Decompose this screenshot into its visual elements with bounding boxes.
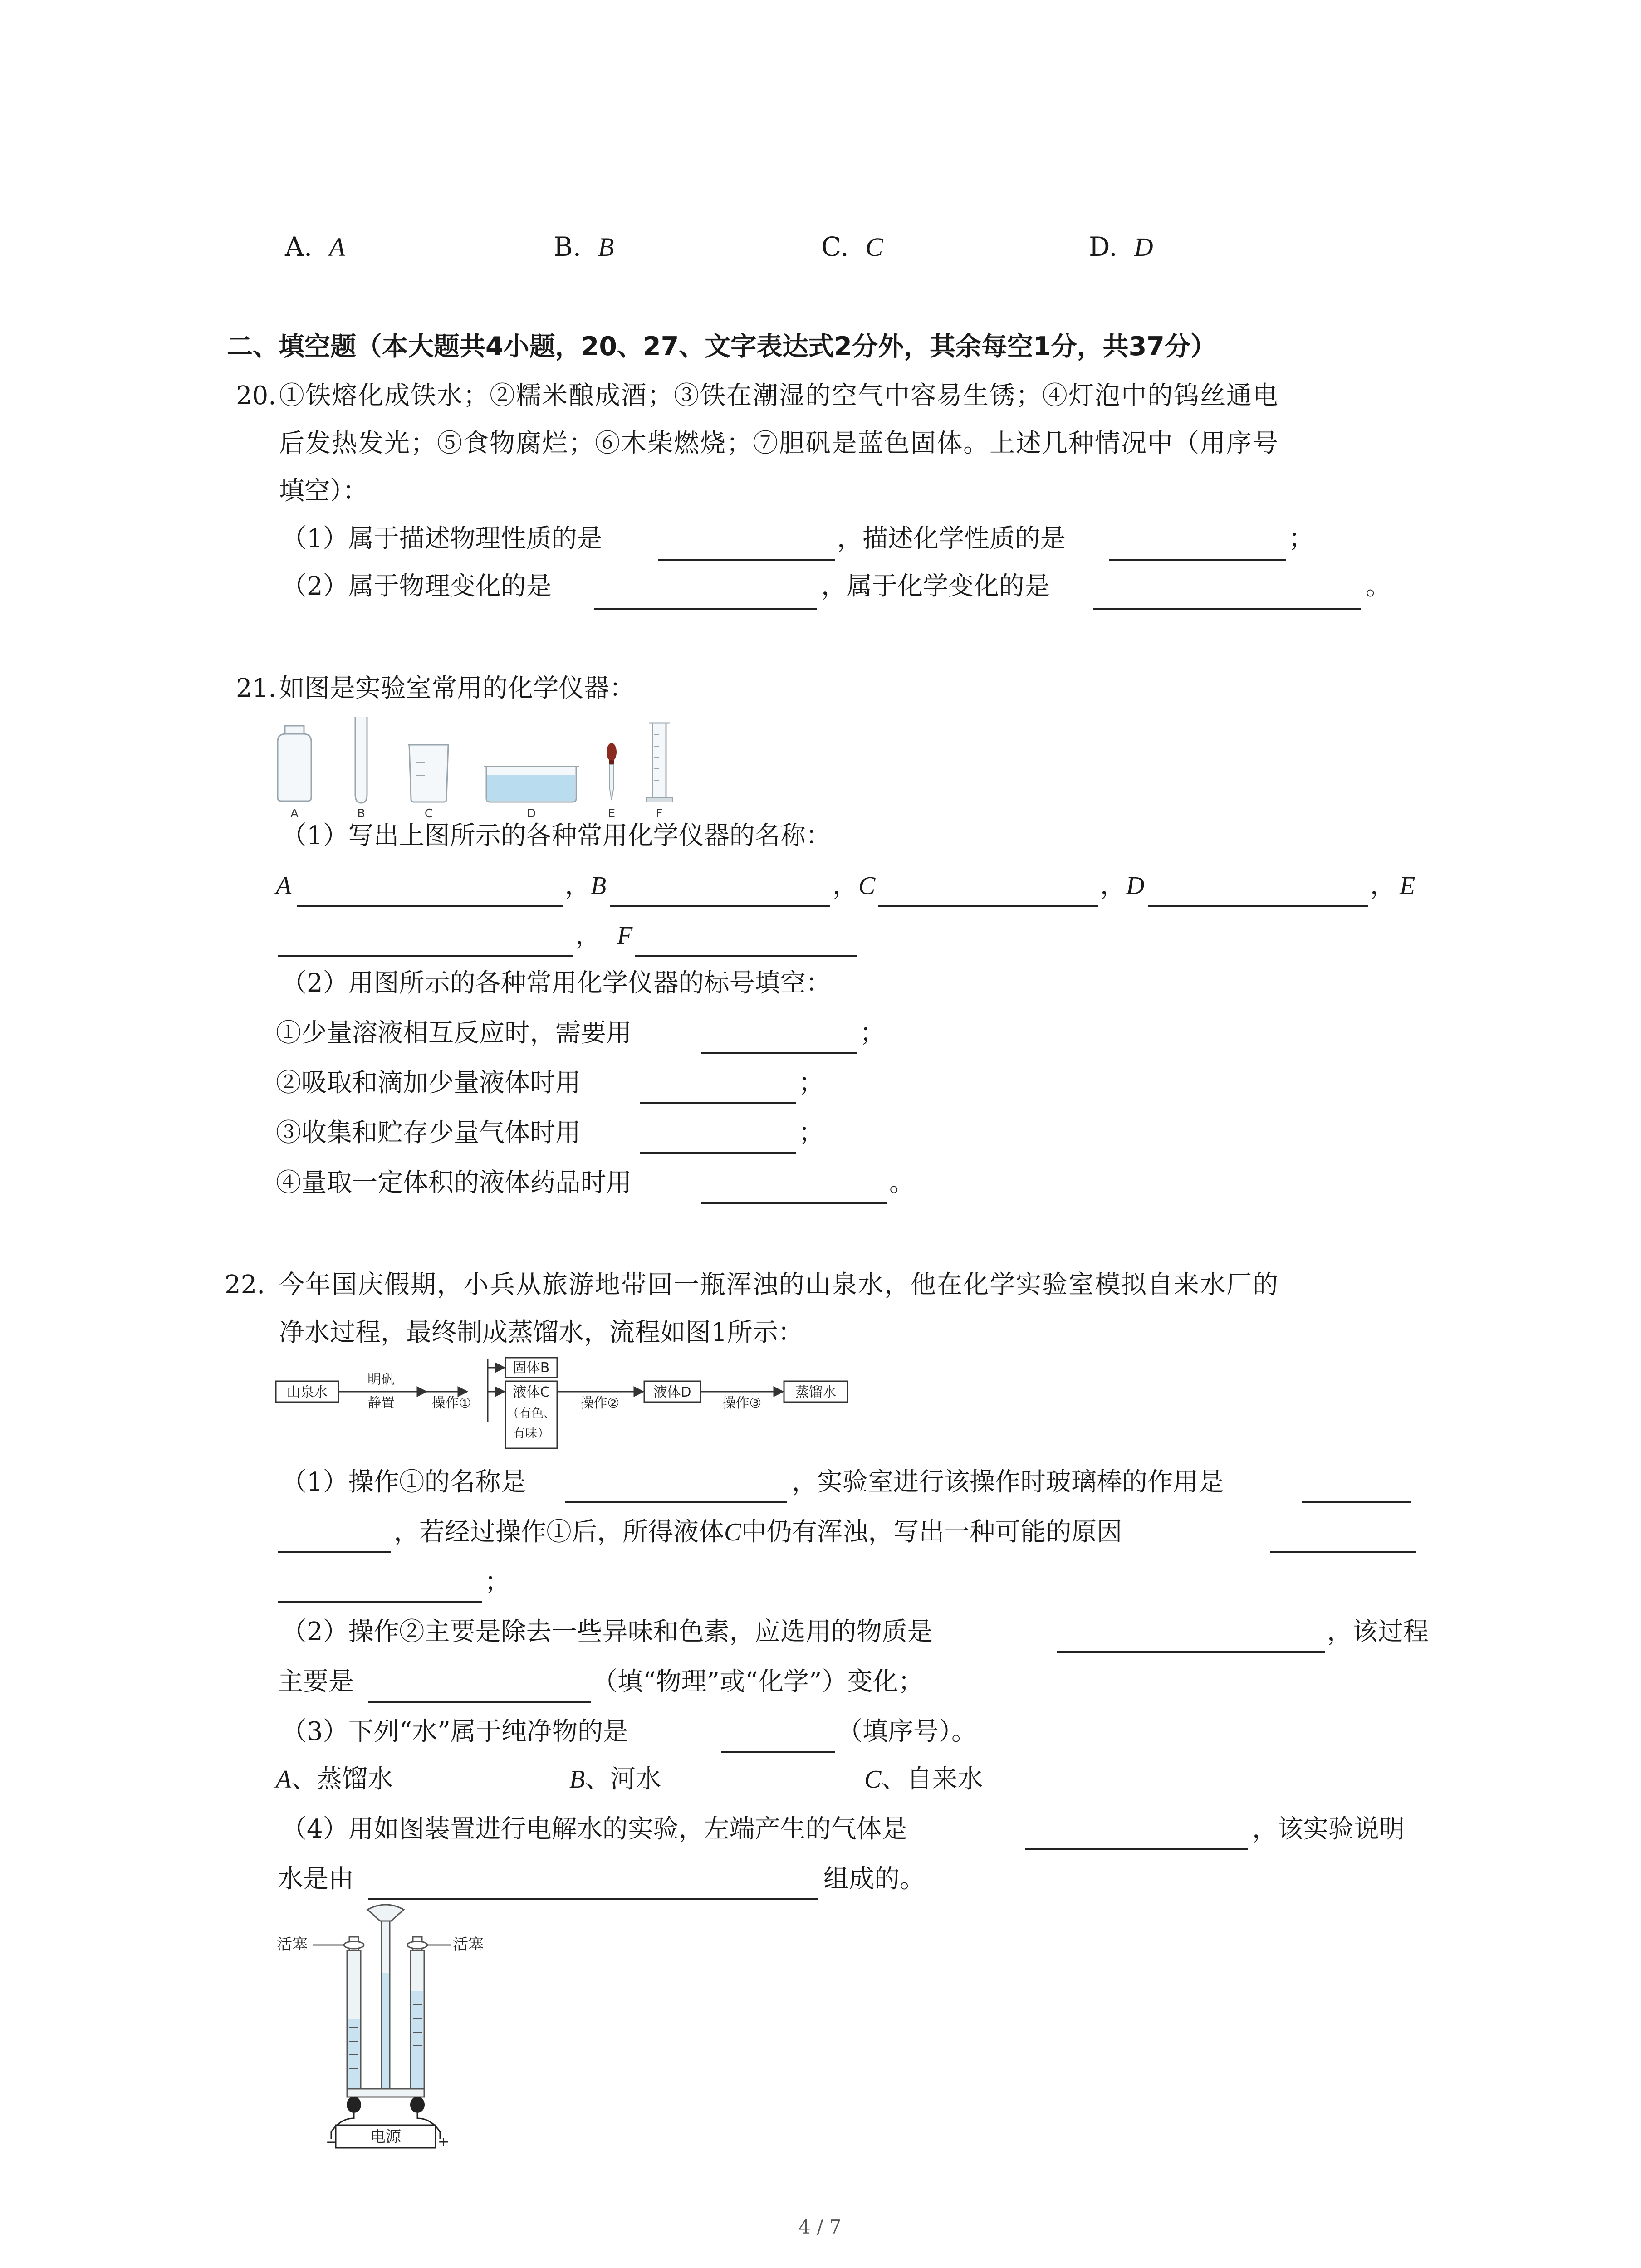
- apparatus-f-cylinder: [646, 723, 672, 802]
- apparatus-d-trough: [484, 767, 579, 802]
- q22-part3-end: （填序号）。: [837, 1717, 977, 1746]
- q22-part4-text: （4）用如图装置进行电解水的实验，左端产生的气体是: [281, 1814, 907, 1844]
- q22-option-a-text: 、蒸馏水: [291, 1765, 393, 1794]
- apparatus-label-f: F: [656, 807, 663, 821]
- q20-part2-text2: ，属于化学变化的是: [821, 572, 1050, 601]
- q21-name-letter-b: B: [591, 872, 607, 900]
- q21-item3-end: ；: [798, 1118, 824, 1148]
- q22-option-c-letter: C: [864, 1765, 882, 1794]
- q20-part1-text: （1）属于描述物理性质的是: [281, 524, 603, 553]
- q22-part1-text3b: 中仍有浑浊，写出一种可能的原因: [741, 1517, 1122, 1547]
- electrolysis-apparatus: [272, 1896, 508, 2150]
- q22-blank-change-type[interactable]: [368, 1701, 591, 1703]
- choice-c-value: C: [865, 232, 883, 262]
- q21-name-letter-c: C: [858, 872, 876, 900]
- section-title: 二、填空题（本大题共4小题，20、27、文字表达式2分外，其余每空1分，共37分）: [227, 332, 1216, 362]
- q22-option-a: [276, 1767, 393, 1792]
- choice-d-label: D.: [1089, 231, 1117, 262]
- power-label: 电源: [370, 2128, 401, 2146]
- apparatus-label-e: E: [607, 807, 616, 821]
- q21-blank-name-c[interactable]: [878, 905, 1098, 907]
- q21-sep-2: ，: [833, 871, 858, 900]
- q21-sep-3: ，: [1100, 871, 1126, 900]
- q21-name-letter-e: E: [1400, 872, 1416, 900]
- flow-end-text: 蒸馏水: [795, 1384, 836, 1400]
- flow-solid-text: 固体B: [513, 1360, 550, 1376]
- q22-line1: 今年国庆假期，小兵从旅游地带回一瓶浑浊的山泉水，他在化学实验室模拟自来水厂的: [279, 1270, 1279, 1300]
- q22-part2-text3: 主要是: [278, 1667, 354, 1696]
- q21-name-letter-f: F: [617, 922, 633, 950]
- q22-part1-var-c: C: [724, 1518, 741, 1546]
- apparatus-b-test-tube: [355, 717, 367, 803]
- q22-blank-adsorbent[interactable]: [1057, 1651, 1325, 1653]
- q21-item2: ②吸取和滴加少量液体时用: [276, 1068, 581, 1098]
- flow-liquid-c-note1: （有色、: [507, 1407, 556, 1421]
- q21-number: 21.: [236, 674, 277, 703]
- apparatus-a-jar: [278, 726, 311, 801]
- q20-line2: 后发热发光；⑤食物腐烂；⑥木柴燃烧；⑦胆矾是蓝色固体。上述几种情况中（用序号: [279, 429, 1279, 458]
- q21-part2: （2）用图所示的各种常用化学仪器的标号填空：: [281, 968, 831, 998]
- choice-d-value: D: [1134, 232, 1153, 262]
- q22-part1-text2: ，实验室进行该操作时玻璃棒的作用是: [792, 1467, 1224, 1497]
- q20-part2-text: （2）属于物理变化的是: [281, 572, 552, 601]
- q22-part2-text4: （填“物理”或“化学”）变化；: [592, 1667, 924, 1696]
- q22-line2: 净水过程，最终制成蒸馏水，流程如图1所示：: [279, 1318, 803, 1347]
- q21-blank-name-b[interactable]: [610, 905, 830, 907]
- q21-item4: ④量取一定体积的液体药品时用: [276, 1168, 632, 1198]
- apparatus-label-c: C: [424, 807, 433, 821]
- q22-option-b-letter: B: [569, 1765, 585, 1794]
- q20-number: 20.: [236, 381, 277, 411]
- q21-blank-name-d[interactable]: [1148, 905, 1368, 907]
- flow-step0-top: 明矾: [367, 1372, 395, 1388]
- q21-item1-end: ；: [860, 1018, 885, 1048]
- q22-blank-turbid-reason[interactable]: [1270, 1551, 1416, 1553]
- choice-c-label: C.: [821, 231, 849, 262]
- apparatus-figure: [272, 717, 708, 821]
- q22-blank-op1-name[interactable]: [565, 1501, 787, 1503]
- choice-a-label: A.: [285, 231, 313, 262]
- power-plus: +: [438, 2134, 450, 2150]
- q21-intro: 如图是实验室常用的化学仪器：: [279, 674, 635, 703]
- flow-step0-bottom: 静置: [367, 1395, 395, 1411]
- apparatus-c-beaker: [408, 745, 448, 802]
- q22-option-b-text: 、河水: [585, 1765, 661, 1794]
- flow-start-text: 山泉水: [287, 1384, 328, 1400]
- q22-blank-glass-rod-role[interactable]: [1302, 1501, 1411, 1503]
- choice-b-label: B.: [554, 231, 582, 262]
- q21-blank-item3[interactable]: [640, 1152, 796, 1154]
- q22-blank-pure-water[interactable]: [721, 1751, 835, 1753]
- choice-a-value: A: [329, 232, 345, 262]
- flow-liquid-c-note2: 有味）: [513, 1427, 550, 1441]
- q20-blank-chemical-change[interactable]: [1093, 608, 1361, 610]
- q22-part1-text: （1）操作①的名称是: [281, 1467, 526, 1497]
- q21-sep-4: ，: [1370, 871, 1396, 900]
- q21-item2-end: ；: [798, 1068, 824, 1098]
- q20-line3: 填空）：: [279, 476, 368, 506]
- q21-blank-item2[interactable]: [640, 1102, 796, 1104]
- choice-a: [285, 231, 345, 262]
- q20-blank-physical-change[interactable]: [594, 608, 817, 610]
- q22-part4-text2: ，该实验说明: [1252, 1814, 1405, 1844]
- flow-op3: 操作③: [722, 1395, 762, 1411]
- choice-d: [1089, 231, 1153, 262]
- q21-blank-name-e[interactable]: [278, 955, 573, 957]
- q21-item3: ③收集和贮存少量气体时用: [276, 1118, 581, 1148]
- q22-part1-end: ；: [485, 1567, 510, 1597]
- q21-blank-item1[interactable]: [701, 1052, 857, 1054]
- apparatus-e-dropper: [607, 743, 617, 800]
- valve-label-right: 活塞: [453, 1936, 484, 1954]
- q22-part3-text: （3）下列“水”属于纯净物的是: [281, 1717, 628, 1746]
- q22-blank-left-gas[interactable]: [1025, 1848, 1248, 1850]
- q22-blank-glass-rod-role-cont[interactable]: [278, 1551, 391, 1553]
- power-minus: −: [326, 2134, 338, 2150]
- apparatus-label-d: D: [526, 807, 536, 821]
- q20-blank-chemical-property[interactable]: [1109, 559, 1286, 561]
- flow-op1: 操作①: [431, 1395, 471, 1411]
- q22-part4-text3: 水是由: [278, 1864, 354, 1894]
- q22-option-a-letter: A: [276, 1765, 292, 1794]
- flow-op2: 操作②: [580, 1395, 620, 1411]
- flow-liquid-d-text: 液体D: [653, 1384, 691, 1400]
- valve-label-left: 活塞: [277, 1936, 308, 1954]
- q21-name-letter-d: D: [1126, 872, 1145, 900]
- q21-sep-1: ，: [565, 871, 590, 900]
- q21-name-letter-a: A: [276, 872, 292, 900]
- q20-part1-text2: ，描述化学性质的是: [837, 524, 1066, 553]
- q21-item1: ①少量溶液相互反应时，需要用: [276, 1018, 632, 1048]
- q21-blank-name-f[interactable]: [635, 955, 857, 957]
- q20-blank-physical-property[interactable]: [658, 559, 835, 561]
- q21-sep-5: ，: [575, 921, 601, 950]
- q22-part2-text2: ，该过程: [1327, 1617, 1429, 1647]
- q21-blank-item4[interactable]: [701, 1202, 887, 1204]
- q22-option-c: [864, 1767, 983, 1792]
- purification-flowchart: [272, 1354, 862, 1454]
- q20-part1-end: ；: [1288, 524, 1314, 553]
- q22-blank-turbid-reason-cont[interactable]: [278, 1601, 482, 1603]
- q22-part4-end: 组成的。: [823, 1864, 925, 1894]
- q21-part1: （1）写出上图所示的各种常用化学仪器的名称：: [281, 821, 831, 850]
- choice-c: [821, 231, 883, 262]
- flow-liquid-c-text: 液体C: [513, 1384, 550, 1400]
- q22-part1-text3: [394, 1517, 1122, 1547]
- q22-option-c-text: 、自来水: [881, 1765, 983, 1794]
- q20-part2-end: 。: [1366, 572, 1391, 601]
- q22-part2-text: （2）操作②主要是除去一些异味和色素，应选用的物质是: [281, 1617, 933, 1647]
- apparatus-label-a: A: [290, 807, 299, 821]
- q22-number: 22.: [225, 1270, 265, 1300]
- q22-option-b: [569, 1767, 661, 1792]
- q20-line1: ①铁熔化成铁水；②糯米酿成酒；③铁在潮湿的空气中容易生锈；④灯泡中的钨丝通电: [279, 381, 1279, 411]
- apparatus-label-b: B: [357, 807, 365, 821]
- choice-b: [554, 231, 614, 262]
- q21-item4-end: 。: [889, 1168, 915, 1198]
- q22-part1-text3a: ，若经过操作①后，所得液体: [394, 1517, 724, 1547]
- choice-b-value: B: [598, 232, 614, 262]
- q21-blank-name-a[interactable]: [297, 905, 563, 907]
- page-number: 4 / 7: [798, 2216, 842, 2238]
